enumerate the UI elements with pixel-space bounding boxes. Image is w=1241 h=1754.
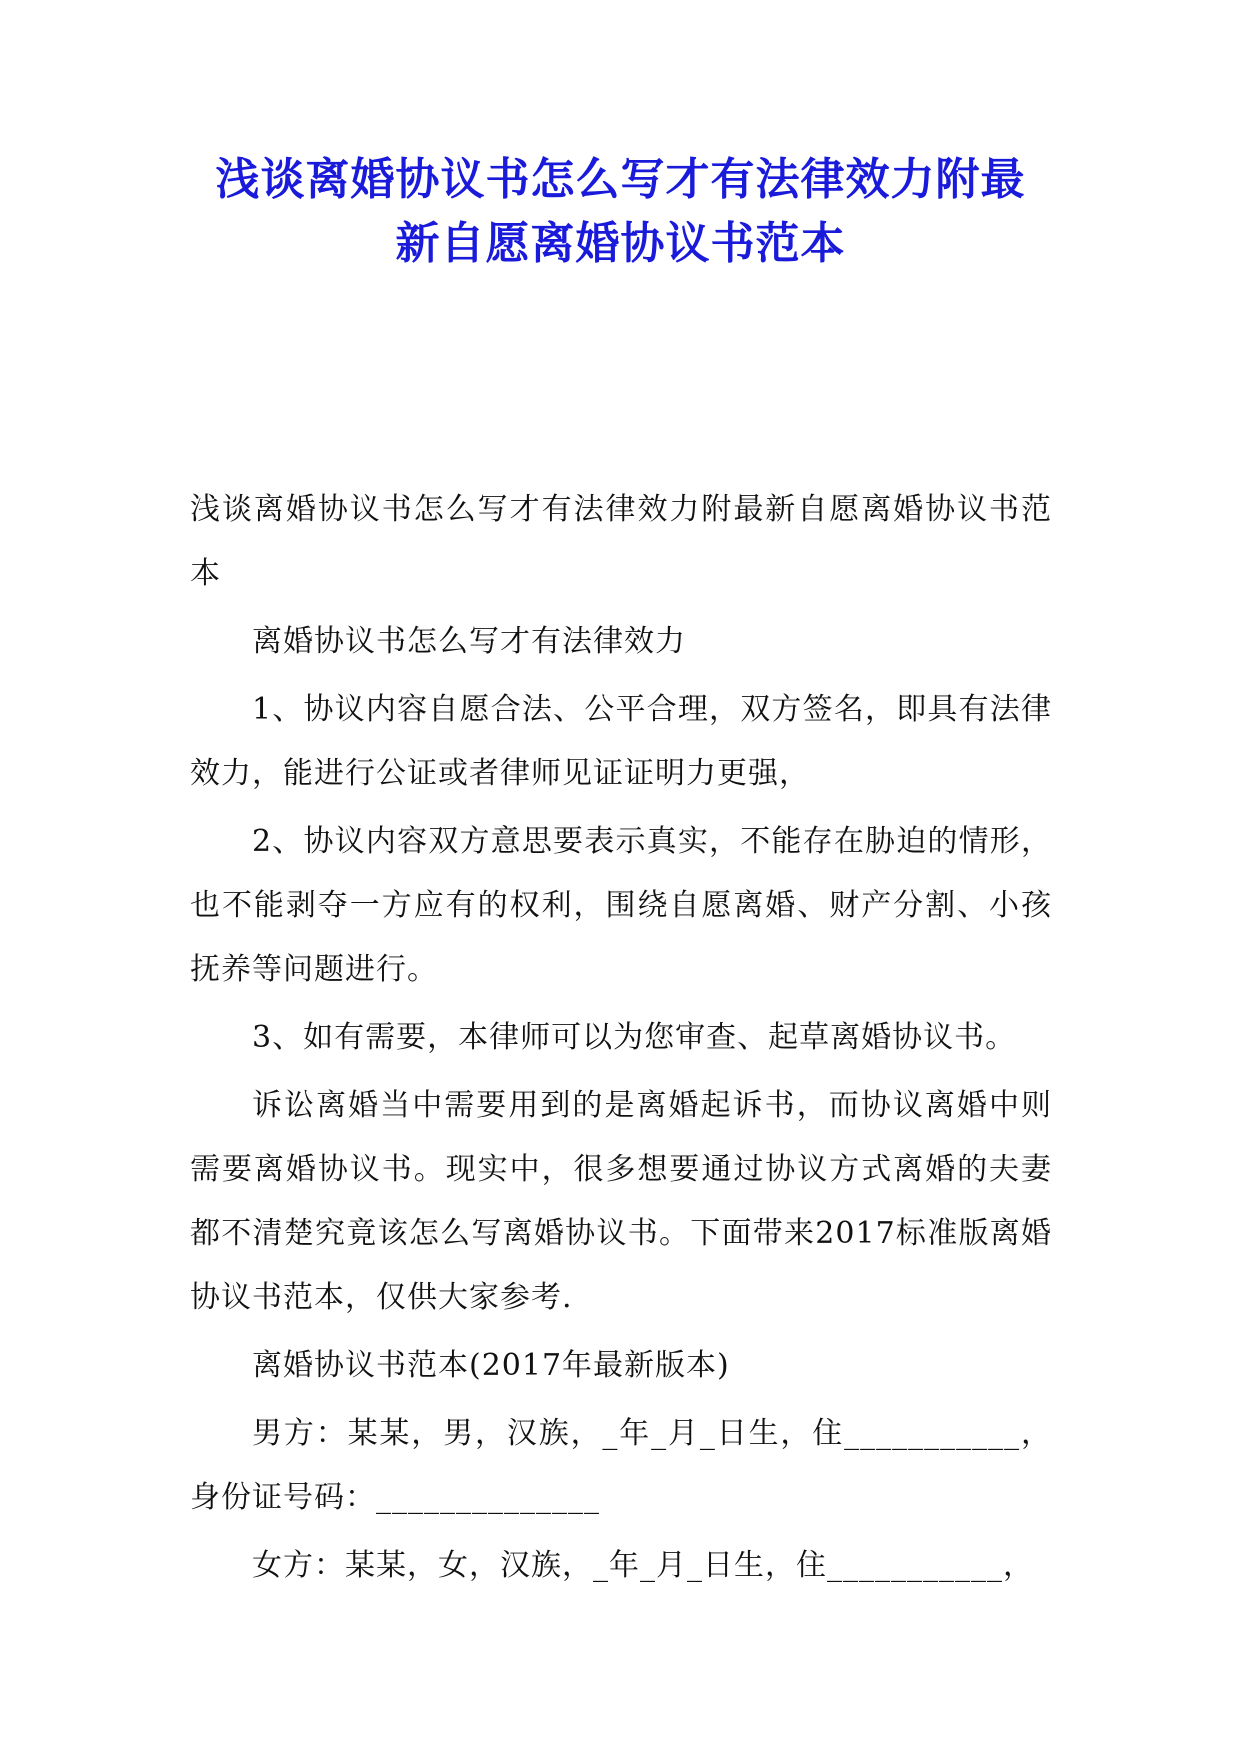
document-title [150,148,1091,276]
paragraph-heading: 离婚协议书怎么写才有法律效力 [252,624,686,659]
paragraph-item-1: 1、协议内容自愿合法、公平合理，双方签名，即具有法律效力，能进行公证或者律师见证证明力更强， [190,692,1052,791]
document-body [190,478,1052,1602]
paragraph-item-3: 3、如有需要，本律师可以为您审查、起草离婚协议书。 [252,1020,1017,1055]
paragraph-explanation: 诉讼离婚当中需要用到的是离婚起诉书，而协议离婚中则需要离婚协议书。现实中，很多想要通过协议方式离婚的夫妻都不清楚究竟该怎么写离婚协议书。下面带来2017标准版离婚协议书范本，仅供大家参考. [190,1088,1052,1315]
paragraph-item-2: 2、协议内容双方意思要表示真实，不能存在胁迫的情形，也不能剥夺一方应有的权利，围绕自愿离婚、财产分割、小孩抚养等问题进行。 [190,824,1052,987]
title-line-1: 浅谈离婚协议书怎么写才有法律效力附最 [215,154,1026,205]
paragraph-intro: 浅谈离婚协议书怎么写才有法律效力附最新自愿离婚协议书范本 [190,492,1052,591]
paragraph-male-party: 男方：某某，男，汉族，_年_月_日生，住___________，身份证号码：______________ [190,1416,1052,1515]
paragraph-female-party: 女方：某某，女，汉族，_年_月_日生，住___________， [252,1548,1034,1583]
title-line-2: 新自愿离婚协议书范本 [395,218,846,269]
paragraph-template-title: 离婚协议书范本(2017年最新版本) [252,1348,730,1383]
